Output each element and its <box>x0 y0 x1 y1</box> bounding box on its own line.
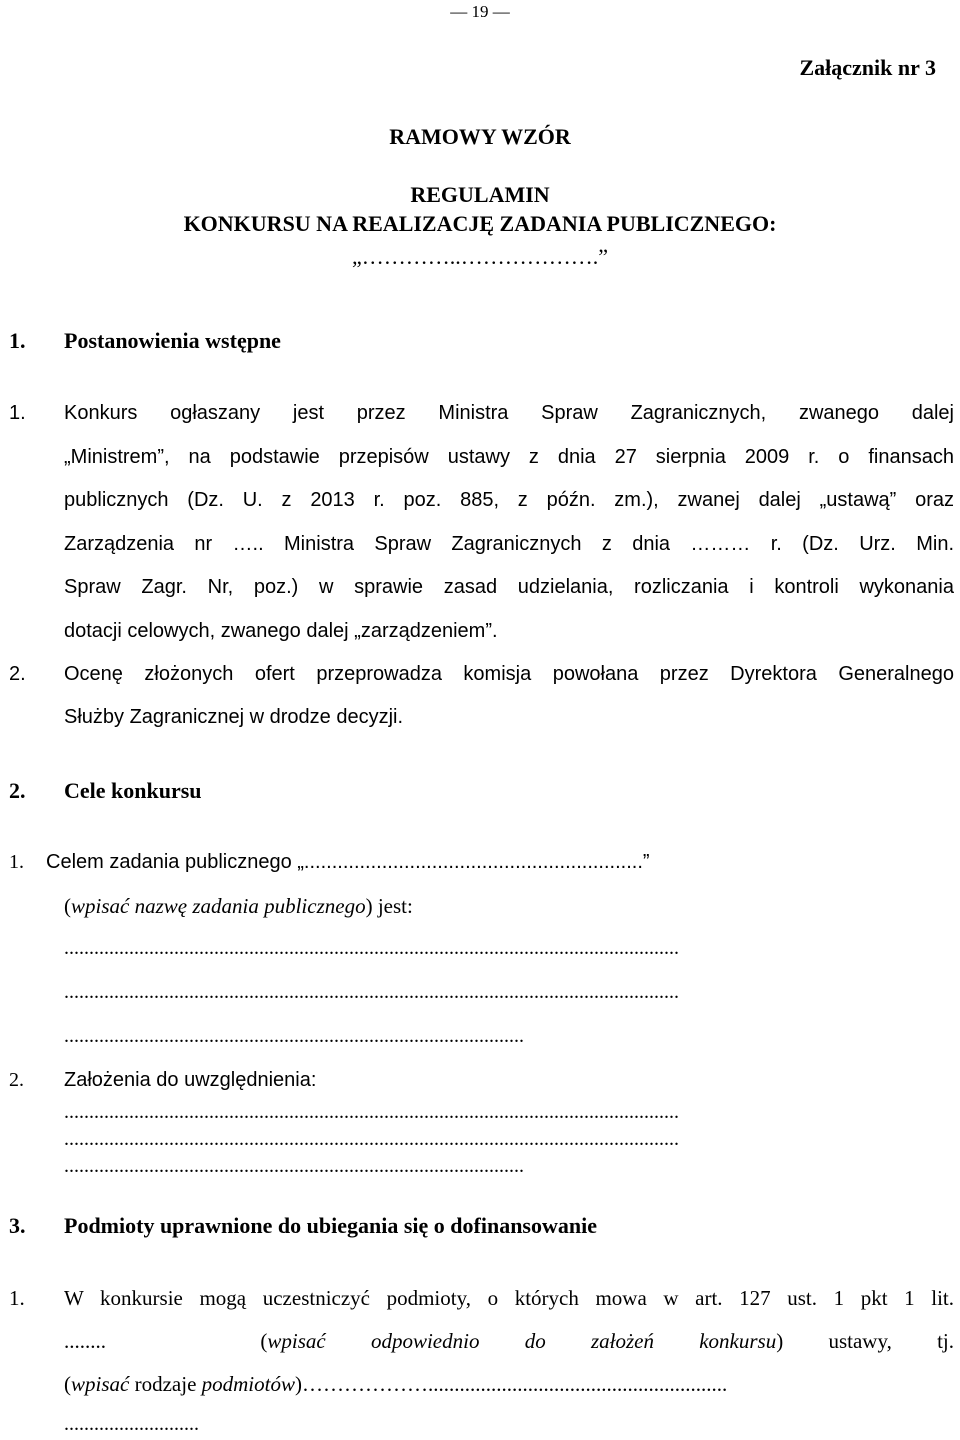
section-3-number: 3. <box>9 1213 26 1238</box>
s2-item-1-note <box>64 894 954 919</box>
s3-p1-line-3-rest[interactable]: )………………......................................................... <box>294 1372 728 1396</box>
section-2-heading <box>9 778 202 804</box>
s2-item-1 <box>9 851 650 874</box>
section-1-number: 1. <box>9 328 26 353</box>
s3-p1-line-3-open: ( <box>64 1372 71 1396</box>
s3-p1-line-3-italic-2: podmiotów <box>201 1372 295 1396</box>
s3-p1-line-2-dots[interactable]: ........ <box>64 1329 106 1353</box>
s1-p1-line-2: „Ministrem”, na podstawie przepisów ustawy z dnia 27 sierpnia 2009 r. o finansach <box>64 446 954 468</box>
s3-p1-line-2-open: ( <box>260 1329 268 1353</box>
s1-p2-number: 2. <box>9 663 26 685</box>
s3-p1-line-2-note <box>260 1329 954 1354</box>
s2-item-1-number: 1. <box>9 851 24 873</box>
section-3-heading <box>9 1213 597 1239</box>
page-number: — 19 — <box>450 2 510 21</box>
s3-p1-number: 1. <box>9 1286 25 1310</box>
s2-item-2-fill-2[interactable]: ........................................................................................................................... <box>64 1128 679 1150</box>
s3-p1-line-3-italic-1: wpisać <box>71 1372 130 1396</box>
s2-item-2-text: Założenia do uwzględnienia: <box>64 1069 317 1091</box>
s3-p1-line-2 <box>64 1329 954 1354</box>
s3-p1-line-2-italic: wpisać odpowiednio do założeń konkursu <box>267 1329 777 1353</box>
s2-item-1-fill-1[interactable]: ........................................................................................................................... <box>64 937 679 959</box>
s2-item-1-fill-3[interactable]: ............................................................................................ <box>64 1025 524 1047</box>
document-title-contest: KONKURSU NA REALIZACJĘ ZADANIA PUBLICZNEGO: <box>183 211 777 236</box>
s1-p1-line-3: publicznych (Dz. U. z 2013 r. poz. 885, z późn. zm.), zwanej dalej „ustawą” oraz <box>64 489 954 511</box>
s1-p1-line-4: Zarządzenia nr ….. Ministra Spraw Zagranicznych z dnia ……… r. (Dz. Urz. Min. <box>64 533 954 555</box>
s1-p1-line-5: Spraw Zagr. Nr, poz.) w sprawie zasad udzielania, rozliczania i kontroli wykonania <box>64 576 954 598</box>
section-3-title: Podmioty uprawnione do ubiegania się o dofinansowanie <box>64 1213 597 1238</box>
s1-p2-line-1: Ocenę złożonych ofert przeprowadza komisja powołana przez Dyrektora Generalnego <box>64 663 954 685</box>
s2-item-1-note-close: ) jest: <box>365 894 413 918</box>
section-2-title: Cele konkursu <box>64 778 202 803</box>
s2-item-2 <box>9 1069 316 1092</box>
s3-p1-line-1: W konkursie mogą uczestniczyć podmioty, o których mowa w art. 127 ust. 1 pkt 1 lit. <box>64 1286 954 1310</box>
s3-p1-line-4[interactable]: ........................... <box>64 1413 199 1435</box>
annex-label: Załącznik nr 3 <box>799 55 936 80</box>
s1-p1-number: 1. <box>9 402 26 424</box>
document-title-regulations: REGULAMIN <box>410 182 550 207</box>
section-1-title: Postanowienia wstępne <box>64 328 281 353</box>
s1-p1-line-6: dotacji celowych, zwanego dalej „zarządzeniem”. <box>64 620 498 642</box>
s2-item-1-text: Celem zadania publicznego „.............................................................” <box>46 851 650 873</box>
s3-p1-line-2-close: ) ustawy, tj. <box>776 1329 954 1353</box>
s3-p1-line-3 <box>64 1372 954 1397</box>
document-title-template: RAMOWY WZÓR <box>389 124 571 149</box>
task-name-placeholder: „…………..……………….” <box>351 244 609 269</box>
s2-item-2-fill-3[interactable]: ............................................................................................ <box>64 1155 524 1177</box>
s1-p2-line-2: Służby Zagranicznej w drodze decyzji. <box>64 706 404 728</box>
s1-p1-line-1: Konkurs ogłaszany jest przez Ministra Spraw Zagranicznych, zwanego dalej <box>64 402 954 424</box>
s2-item-1-fill-2[interactable]: ........................................................................................................................... <box>64 981 679 1003</box>
s2-item-2-fill-1[interactable]: ........................................................................................................................... <box>64 1101 679 1123</box>
s3-p1-line-3-mid: rodzaje <box>129 1372 202 1396</box>
section-2-number: 2. <box>9 778 26 803</box>
section-1-heading <box>9 328 281 354</box>
s2-item-1-note-open: ( <box>64 894 71 918</box>
s2-item-1-note-italic: wpisać nazwę zadania publicznego <box>71 894 366 918</box>
s2-item-2-number: 2. <box>9 1069 24 1091</box>
